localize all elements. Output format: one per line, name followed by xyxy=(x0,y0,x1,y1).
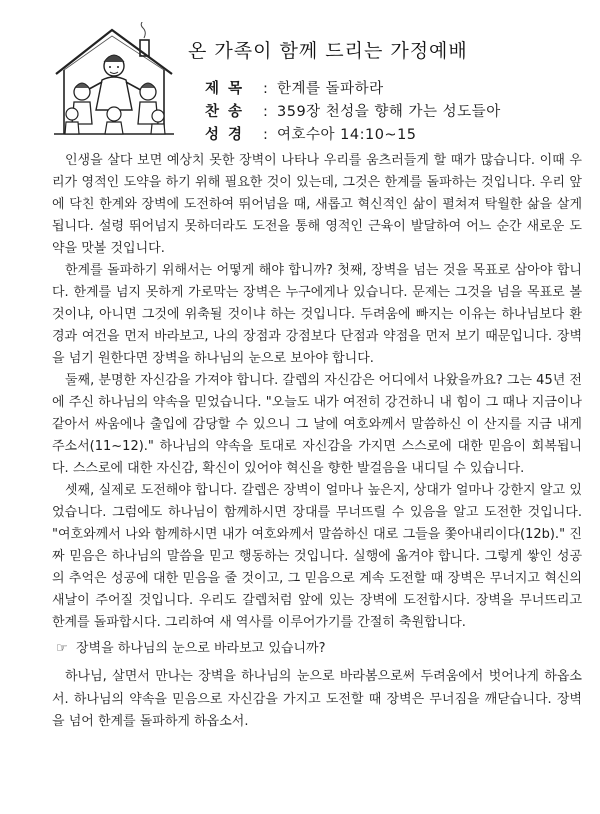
meta-separator: : xyxy=(263,104,268,120)
meta-separator: : xyxy=(263,127,268,143)
sermon-paragraph-intro: 인생을 살다 보면 예상치 못한 장벽이 나타나 우리를 움츠러들게 할 때가 많습니다. 이때 우리가 영적인 도약을 하기 위해 필요한 것이 있는데, 그것은 한계를 돌파하는 것입니다. 우리 앞에 닥친 한계와 장벽에 도전하여 뛰어넘을 때, 새롭고 혁신적인 삶이 펼쳐져 탁월한 삶을 살게 됩니다. 설령 뛰어넘지 못하더라도 도전을 통해 영적인 근육이 발달하여 어느 순간 새로운 도약을 맛볼 것입니다. xyxy=(52,153,582,256)
meta-label: 찬 송 xyxy=(205,104,245,120)
reflection-question xyxy=(52,638,582,660)
sermon-body xyxy=(52,150,582,734)
family-house-illustration xyxy=(50,22,180,140)
meta-value-scripture: 여호수아 14:10~15 xyxy=(277,127,417,143)
worship-header xyxy=(0,0,600,150)
meta-row-subject xyxy=(205,78,590,101)
meta-label: 성 경 xyxy=(205,127,245,143)
sermon-paragraph-first: 한계를 돌파하기 위해서는 어떻게 해야 합니까? 첫째, 장벽을 넘는 것을 목표로 삼아야 합니다. 한계를 넘지 못하게 가로막는 장벽은 누구에게나 있습니다. 문제는 그것을 넘을 목표로 볼 것이냐, 아니면 그것에 위축될 것이냐 하는 것입니다. 두려움에 빠지는 이유는 하나님보다 환경과 여건을 먼저 바라보고, 나의 장점과 강점보다 단점과 약점을 먼저 보기 때문입니다. 장벽을 넘기 원한다면 장벽을 하나님의 눈으로 보아야 합니다. xyxy=(52,263,582,366)
meta-value-subject: 한계를 돌파하라 xyxy=(277,81,384,97)
worship-meta xyxy=(205,78,590,147)
reflection-question-text: 장벽을 하나님의 눈으로 바라보고 있습니까? xyxy=(76,641,326,656)
meta-separator: : xyxy=(263,81,268,97)
meta-label: 제 목 xyxy=(205,81,245,97)
meta-value-hymn: 359장 천성을 향해 가는 성도들아 xyxy=(277,104,501,120)
page-title: 온 가족이 함께 드리는 가정예배 xyxy=(188,40,468,62)
meta-row-hymn xyxy=(205,101,590,124)
closing-prayer: 하나님, 살면서 만나는 장벽을 하나님의 눈으로 바라봄으로써 두려움에서 벗어나게 하옵소서. 하나님의 약속을 믿음으로 자신감을 가지고 도전할 때 장벽은 무너짐을 깨닫습니다. 장벽을 넘어 한계를 돌파하게 하옵소서. xyxy=(52,669,582,729)
sermon-paragraph-third: 셋째, 실제로 도전해야 합니다. 갈렙은 장벽이 얼마나 높은지, 상대가 얼마나 강한지 알고 있었습니다. 그럼에도 하나님이 함께하시면 장대를 무너뜨릴 수 있음을 알고 도전한 것입니다. "여호와께서 나와 함께하시면 내가 여호와께서 말씀하신 대로 그들을 쫓아내리이다(12b)." 진짜 믿음은 하나님의 말씀을 믿고 행동하는 것입니다. 실행에 옮겨야 합니다. 그렇게 쌓인 성공의 추억은 성공에 대한 믿음을 줄 것이고, 그 믿음으로 계속 도전할 때 장벽은 무너지고 혁신의 새날이 주어질 것입니다. 우리도 갈렙처럼 앞에 있는 장벽에 도전합시다. 장벽을 무너뜨리고 한계를 돌파합시다. 그리하여 새 역사를 이루어가기를 간절히 축원합니다. xyxy=(52,483,582,630)
sermon-paragraph-second: 둘째, 분명한 자신감을 가져야 합니다. 갈렙의 자신감은 어디에서 나왔을까요? 그는 45년 전에 주신 하나님의 약속을 믿었습니다. "오늘도 내가 여전히 강건하니 내 힘이 그 때나 지금이나 같아서 싸움에나 출입에 감당할 수 있으니 그 날에 여호와께서 말씀하신 이 산지를 지금 내게 주소서(11~12)." 하나님의 약속을 토대로 자신감을 가지면 스스로에 대한 믿음이 회복됩니다. 스스로에 대한 자신감, 확신이 있어야 혁신을 향한 발걸음을 내디딜 수 있습니다. xyxy=(52,373,582,476)
meta-row-scripture xyxy=(205,124,590,147)
pointing-hand-icon: ☞ xyxy=(56,641,68,656)
